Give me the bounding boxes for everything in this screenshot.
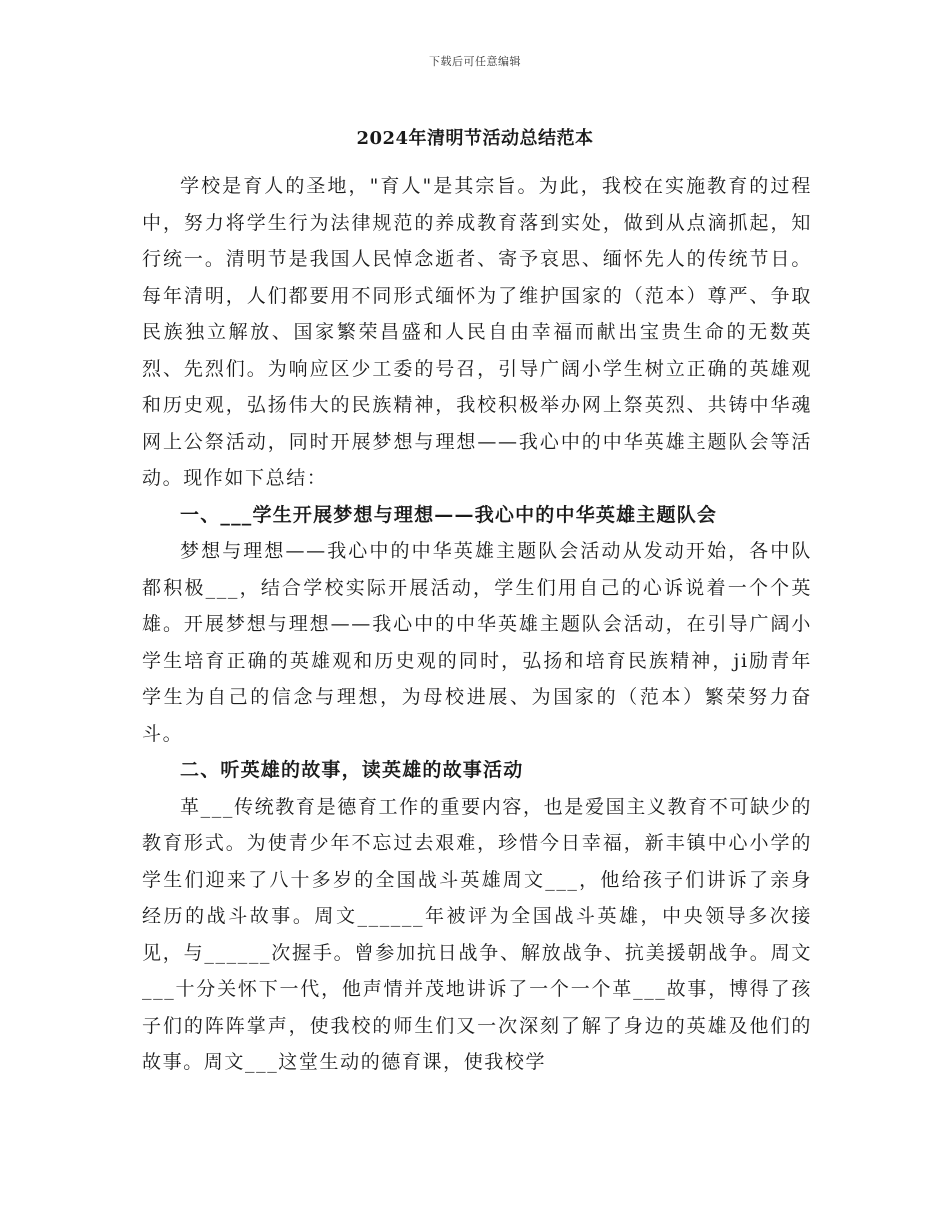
section-paragraph-2: 革___传统教育是德育工作的重要内容，也是爱国主义教育不可缺少的教育形式。为使青少年不忘过去艰难，珍惜今日幸福，新丰镇中心小学的学生们迎来了八十多岁的全国战斗英雄周文___，他给孩子们讲诉了亲身经历的战斗故事。周文______年被评为全国战斗英雄，中央领导多次接见，与______次握手。曾参加抗日战争、解放战争、抗美援朝战争。周文___十分关怀下一代，他声情并茂地讲诉了一个一个革___故事，博得了孩子们的阵阵掌声，使我校的师生们又一次深刻了解了身边的英雄及他们的故事。周文___这堂生动的德育课，使我校学 [142, 795, 812, 1073]
document-title: 2024年清明节活动总结范本 [356, 128, 594, 149]
intro-paragraph: 学校是育人的圣地，"育人"是其宗旨。为此，我校在实施教育的过程中，努力将学生行为法律规范的养成教育落到实处，做到从点滴抓起，知行统一。清明节是我国人民悼念逝者、寄予哀思、缅怀先人的传统节日。每年清明，人们都要用不同形式缅怀为了维护国家的（范本）尊严、争取民族独立解放、国家繁荣昌盛和人民自由幸福而献出宝贵生命的无数英烈、先烈们。为响应区少工委的号召，引导广阔小学生树立正确的英雄观和历史观，弘扬伟大的民族精神，我校积极举办网上祭英烈、共铸中华魂网上公祭活动，同时开展梦想与理想——我心中的中华英雄主题队会等活动。现作如下总结： [142, 175, 812, 489]
document-body [142, 168, 812, 1081]
header-note: 下载后可任意编辑 [429, 55, 521, 68]
section-paragraph-1: 梦想与理想——我心中的中华英雄主题队会活动从发动开始，各中队都积极___，结合学校实际开展活动，学生们用自己的心诉说着一个个英雄。开展梦想与理想——我心中的中华英雄主题队会活动，在引导广阔小学生培育正确的英雄观和历史观的同时，弘扬和培育民族精神，ji励青年学生为自己的信念与理想，为母校进展、为国家的（范本）繁荣努力奋斗。 [142, 540, 812, 745]
section-heading-1: 一、___学生开展梦想与理想——我心中的中华英雄主题队会 [180, 503, 718, 526]
section-heading-2: 二、听英雄的故事，读英雄的故事活动 [180, 759, 524, 781]
